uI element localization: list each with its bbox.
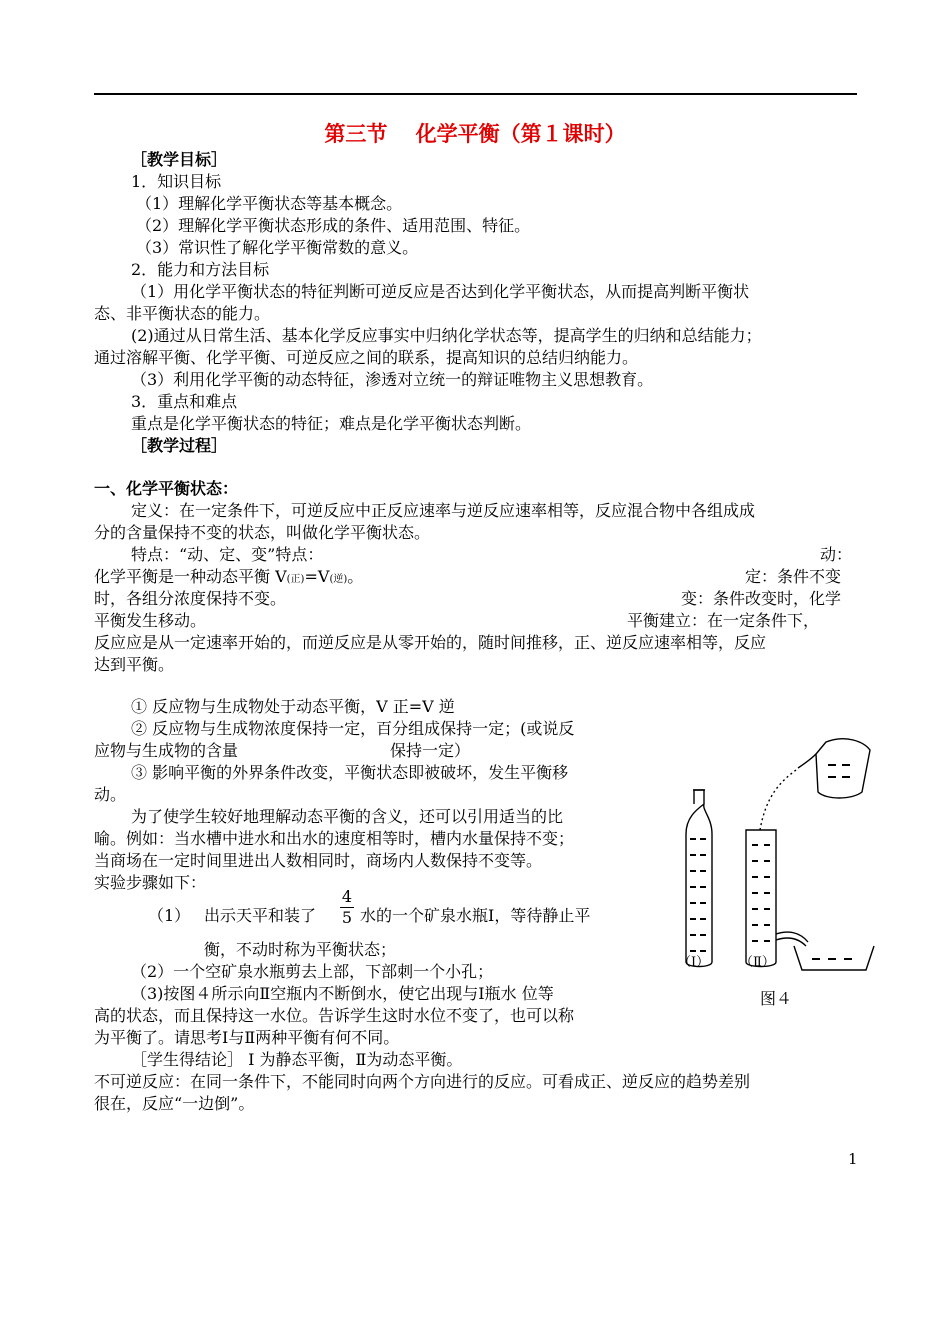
text-line: 很在，反应“一边倒”。 [94,1094,255,1113]
text-line: 衡，不动时称为平衡状态； [204,940,397,959]
text-line: 为了使学生较好地理解动态平衡的含义，还可以引用适当的比 [131,807,564,826]
process-header: ［教学过程］ [131,436,228,455]
text-line: 出示天平和装了 [204,906,317,925]
text-line: 定义：在一定条件下，可逆反应中正反应速率与逆反应速率相等，反应混合物中各组成成 [131,501,756,520]
section-heading: 一、化学平衡状态： [94,479,239,498]
text-line: 喻。例如：当水槽中进水和出水的速度相等时，槽内水量保持不变； [94,829,575,848]
text-line: 为平衡了。请思考Ⅰ与Ⅱ两种平衡有何不同。 [94,1028,400,1047]
text-line: 高的状态，而且保持这一水位。告诉学生这时水位不变了，也可以称 [94,1006,575,1025]
subscript: (逆) [329,574,348,585]
subscript: (正) [286,574,305,585]
text-line: 2．能力和方法目标 [131,260,270,279]
text-span: 。 [347,567,364,586]
text-line: (2)通过从日常生活、基本化学反应事实中归纳化学状态等，提高学生的归纳和总结能力； [131,326,762,345]
text-line: ① 反应物与生成物处于动态平衡，V 正=V 逆 [131,697,455,716]
text-line [94,567,363,590]
text-span: 化学平衡是一种动态平衡 V [94,567,287,586]
text-line: 1．知识目标 [131,172,222,191]
text-line: （3)按图４所示向Ⅱ空瓶内不断倒水，使它出现与Ⅰ瓶水 位等 [131,984,554,1003]
fraction-numerator: 4 [341,887,353,906]
text-line: （2）理解化学平衡状态形成的条件、适用范围、特征。 [136,216,531,235]
text-line: ③ 影响平衡的外界条件改变，平衡状态即被破坏，发生平衡移 [131,763,569,782]
text-line: 态、非平衡状态的能力。 [94,304,271,323]
text-line: 分的含量保持不变的状态，叫做化学平衡状态。 [94,523,431,542]
fraction [340,888,354,927]
pouring-beaker [816,739,870,798]
bottle-two [746,830,776,967]
text-line: 平衡建立：在一定条件下， [627,611,820,630]
goals-header: ［教学目标］ [131,150,228,169]
page-number: 1 [848,1150,858,1168]
bottle-figure [676,734,876,974]
text-line: （1）理解化学平衡状态等基本概念。 [136,194,403,213]
text-line: （1） [148,906,191,925]
text-line: ② 反应物与生成物浓度保持一定，百分组成保持一定；(或说反 [131,719,575,738]
text-line: 不可逆反应：在同一条件下，不能同时向两个方向进行的反应。可看成正、逆反应的趋势差别 [94,1072,751,1091]
text-line: 当商场在一定时间里进出人数相同时，商场内人数保持不变等。 [94,851,543,870]
text-line: 重点是化学平衡状态的特征；难点是化学平衡状态判断。 [131,414,532,433]
text-line: 定：条件不变 [745,567,842,586]
fraction-denominator: 5 [341,908,353,927]
text-line: （3）常识性了解化学平衡常数的意义。 [136,238,419,257]
text-line: 应物与生成物的含量 [94,741,239,760]
page-title: 第三节 化学平衡（第１课时） [324,121,626,146]
water-stream [760,770,796,830]
text-line: 达到平衡。 [94,655,175,674]
text-span: =V [304,567,330,586]
figure-label-one: （Ⅰ） [678,955,710,970]
text-line: 变：条件改变时，化学 [681,589,842,608]
text-line: 保持一定） [390,741,471,760]
text-line: 动。 [94,785,127,804]
text-line: 特点：“动、定、变”特点： [131,545,324,564]
text-line: 时，各组分浓度保持不变。 [94,589,287,608]
figure-caption: 图４ [760,989,793,1008]
figure-label-two: （Ⅱ） [740,955,775,970]
text-line: （2）一个空矿泉水瓶剪去上部，下部刺一个小孔； [131,962,494,981]
text-line: （1）用化学平衡状态的特征判断可逆反应是否达到化学平衡状态，从而提高判断平衡状 [131,282,750,301]
text-line: 平衡发生移动。 [94,611,207,630]
text-line: 实验步骤如下： [94,873,207,892]
header-rule [94,93,857,95]
text-line: 通过溶解平衡、化学平衡、可逆反应之间的联系，提高知识的总结归纳能力。 [94,348,639,367]
text-line: ［学生得结论］ Ⅰ 为静态平衡，Ⅱ为动态平衡。 [131,1050,463,1069]
text-line: 动： [820,545,853,564]
text-line: 水的一个矿泉水瓶Ⅰ，等待静止平 [360,906,591,925]
text-line: （3）利用化学平衡的动态特征，渗透对立统一的辩证唯物主义思想教育。 [131,370,654,389]
bottle-one [686,790,712,967]
text-line: 反应应是从一定速率开始的，而逆反应是从零开始的，随时间推移，正、逆反应速率相等，反应 [94,633,767,652]
text-line: 3．重点和难点 [131,392,238,411]
